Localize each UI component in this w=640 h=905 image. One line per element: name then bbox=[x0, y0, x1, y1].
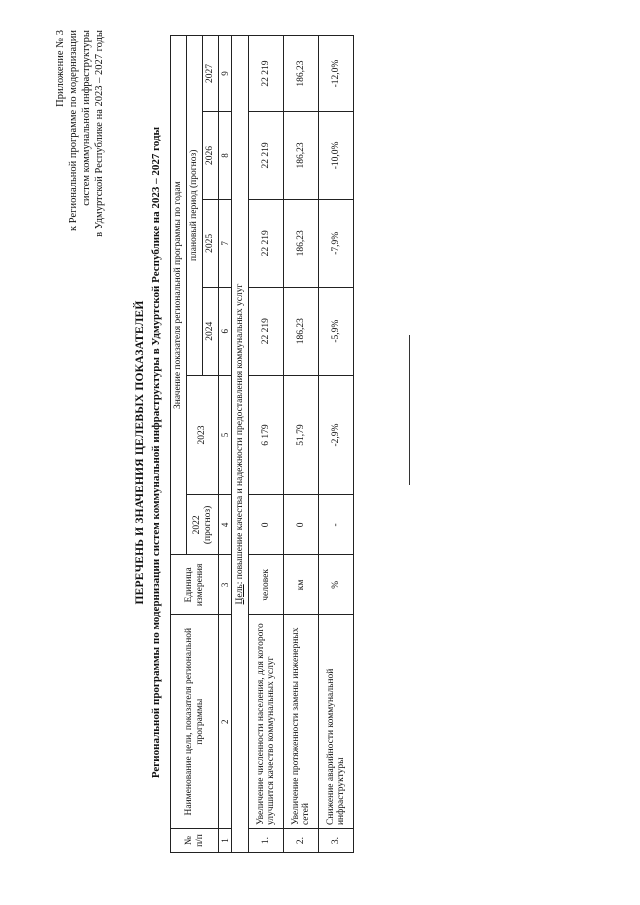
row-unit: человек bbox=[249, 555, 284, 615]
annex-line: к Региональной программе по модернизации bbox=[68, 30, 79, 231]
row-name: Снижение аварийности коммунальной инфраструктуры bbox=[319, 615, 354, 829]
column-number: 2 bbox=[219, 615, 232, 829]
header-2027: 2027 bbox=[203, 36, 219, 112]
row-value-2025: -7,9% bbox=[319, 199, 354, 287]
header-num: № п/п bbox=[171, 829, 219, 853]
header-2022-forecast: (прогноз) bbox=[202, 505, 213, 545]
column-number: 8 bbox=[219, 112, 232, 200]
column-number: 4 bbox=[219, 495, 232, 555]
column-number: 5 bbox=[219, 375, 232, 495]
row-value-2024: 186,23 bbox=[284, 287, 319, 375]
row-value-2027: -12,0% bbox=[319, 36, 354, 112]
header-values: Значение показателя региональной программы по годам bbox=[171, 36, 187, 555]
header-name: Наименование цели, показателя региональной программы bbox=[171, 615, 219, 829]
row-value-2027: 186,23 bbox=[284, 36, 319, 112]
row-value-2023: 6 179 bbox=[249, 375, 284, 495]
row-name: Увеличение протяженности замены инженерных сетей bbox=[284, 615, 319, 829]
row-value-2026: -10,0% bbox=[319, 112, 354, 200]
column-number-row bbox=[219, 36, 232, 853]
goal-cell bbox=[232, 36, 249, 853]
row-value-2024: -5,9% bbox=[319, 287, 354, 375]
document-subtitle: Региональной программы по модернизации систем коммунальной инфраструктуры в Удмуртской Республике на 2023 – 2027 годы bbox=[150, 126, 162, 779]
row-unit: км bbox=[284, 555, 319, 615]
annex-line: систем коммунальной инфраструктуры bbox=[81, 30, 92, 206]
header-2022-year: 2022 bbox=[191, 515, 202, 535]
goal-label: Цель bbox=[235, 584, 245, 605]
row-value-2023: 51,79 bbox=[284, 375, 319, 495]
table-row bbox=[319, 36, 354, 853]
header-2024: 2024 bbox=[203, 287, 219, 375]
header-2022 bbox=[187, 495, 219, 555]
header-2026: 2026 bbox=[203, 112, 219, 200]
row-name: Увеличение численности населения, для которого улучшится качество коммунальных услуг bbox=[249, 615, 284, 829]
table-row bbox=[284, 36, 319, 853]
column-number: 3 bbox=[219, 555, 232, 615]
signature-line bbox=[409, 335, 410, 485]
row-value-2024: 22 219 bbox=[249, 287, 284, 375]
goal-row bbox=[232, 36, 249, 853]
column-number: 6 bbox=[219, 287, 232, 375]
header-unit: Единица измерения bbox=[171, 555, 219, 615]
row-value-2027: 22 219 bbox=[249, 36, 284, 112]
indicators-table bbox=[170, 35, 354, 853]
goal-text: : повышение качества и надежности предоставления коммунальных услуг bbox=[235, 283, 245, 585]
row-value-2022: 0 bbox=[284, 495, 319, 555]
row-value-2025: 22 219 bbox=[249, 199, 284, 287]
column-number: 1 bbox=[219, 829, 232, 853]
column-number: 7 bbox=[219, 199, 232, 287]
row-value-2026: 186,23 bbox=[284, 112, 319, 200]
annex-block bbox=[54, 30, 106, 237]
column-number: 9 bbox=[219, 36, 232, 112]
annex-line: в Удмуртской Республике на 2023 – 2027 годы bbox=[94, 30, 105, 237]
header-plan: плановый период (прогноз) bbox=[187, 36, 203, 376]
row-num: 3. bbox=[319, 829, 354, 853]
header-2023: 2023 bbox=[187, 375, 219, 495]
row-value-2025: 186,23 bbox=[284, 199, 319, 287]
annex-number: Приложение № 3 bbox=[55, 30, 66, 107]
document-title: ПЕРЕЧЕНЬ И ЗНАЧЕНИЯ ЦЕЛЕВЫХ ПОКАЗАТЕЛЕЙ bbox=[134, 300, 146, 605]
header-2025: 2025 bbox=[203, 199, 219, 287]
row-value-2023: -2,9% bbox=[319, 375, 354, 495]
table-row bbox=[249, 36, 284, 853]
row-value-2022: - bbox=[319, 495, 354, 555]
row-value-2022: 0 bbox=[249, 495, 284, 555]
row-unit: % bbox=[319, 555, 354, 615]
row-value-2026: 22 219 bbox=[249, 112, 284, 200]
row-num: 2. bbox=[284, 829, 319, 853]
row-num: 1. bbox=[249, 829, 284, 853]
header-row bbox=[171, 36, 187, 853]
